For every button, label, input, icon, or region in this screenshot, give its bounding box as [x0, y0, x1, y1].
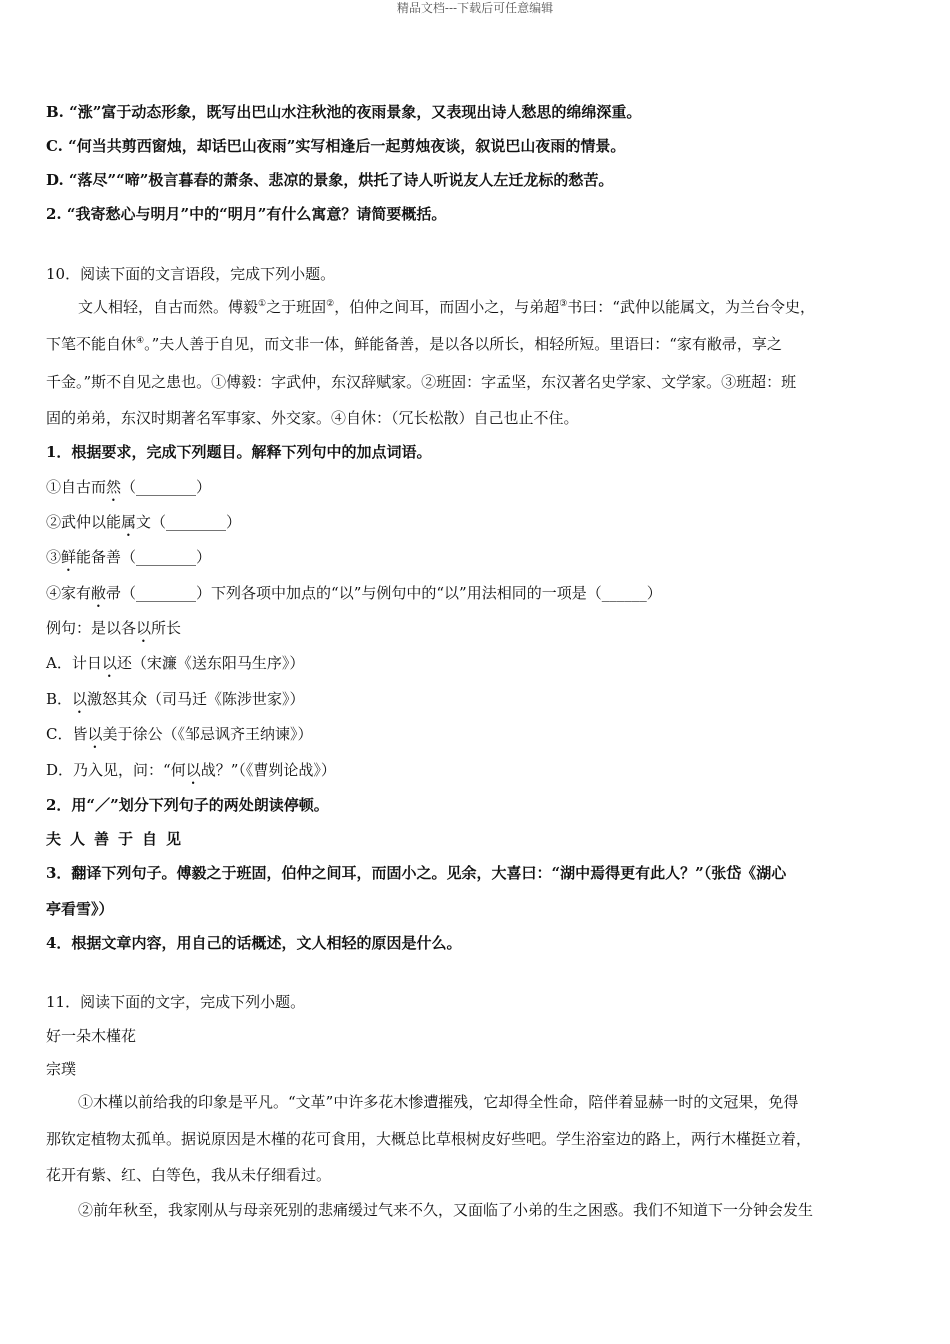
q10-passage-line-4: 固的弟弟，东汉时期著名军事家、外交家。④自休：（冗长松散）自己也止不住。 — [46, 409, 579, 427]
q10-option-c: C．皆以美于徐公（《邹忌讽齐王纳谏》） — [46, 725, 313, 743]
q10-subquestion-2-sentence: 夫人善于自见 — [46, 830, 191, 848]
q10-option-b: B．以激怒其众（司马迁《陈涉世家》） — [46, 690, 305, 708]
q9-option-b: B. “涨”富于动态形象，既写出巴山水注秋池的夜雨景象，又表现出诗人愁思的绵绵深重。 — [46, 103, 642, 121]
q10-example-sentence: 例句：是以各以所长 — [46, 619, 182, 637]
q10-passage-line-2: 下笔不能自休④。”夫人善于自见，而文非一体，鲜能备善，是以各以所长，相轻所短。里语曰：“家有敝帚，享之 — [46, 335, 782, 353]
q11-paragraph-1-line-2: 那钦定植物太孤单。据说原因是木槿的花可食用，大概总比草根树皮好些吧。学生浴室边的路上，两行木槿挺立着， — [46, 1130, 812, 1148]
q10-subquestion-4: 4．根据文章内容，用自己的话概述，文人相轻的原因是什么。 — [46, 934, 462, 952]
q10-word-1: ①自古而然（________） — [46, 478, 212, 496]
q10-title: 10．阅读下面的文言语段，完成下列小题。 — [46, 265, 336, 283]
q9-option-c: C. “何当共剪西窗烛，却话巴山夜雨”实写相逢后一起剪烛夜谈，叙说巴山夜雨的情景。 — [46, 137, 626, 155]
q11-title: 11．阅读下面的文字，完成下列小题。 — [46, 993, 306, 1011]
q10-word-4: ④家有敝帚（________）下列各项中加点的“以”与例句中的“以”用法相同的一项是（______） — [46, 584, 662, 602]
q11-paragraph-1-line-3: 花开有紫、红、白等色，我从未仔细看过。 — [46, 1166, 332, 1184]
q10-subquestion-2: 2．用“／”划分下列句子的两处朗读停顿。 — [46, 796, 329, 814]
q9-subquestion-2: 2. “我寄愁心与明月”中的“明月”有什么寓意？请简要概括。 — [46, 205, 447, 223]
q10-subquestion-3: 3．翻译下列句子。傅毅之于班固，伯仲之间耳，而固小之。见余，大喜曰：“湖中焉得更有此人？”（张岱《湖心 — [46, 864, 787, 882]
q10-subquestion-3-cont: 亭看雪》） — [46, 900, 114, 918]
q10-word-3: ③鲜能备善（________） — [46, 548, 212, 566]
q11-author: 宗璞 — [46, 1060, 77, 1078]
q10-passage-line-1: 文人相轻，自古而然。傅毅①之于班固②，伯仲之间耳，而固小之，与弟超③书曰：“武仲以能属文，为兰台令史， — [78, 298, 815, 316]
q11-paragraph-2-line-1: ②前年秋至，我家刚从与母亲死别的悲痛缓过气来不久，又面临了小弟的生之困惑。我们不知道下一分钟会发生 — [78, 1201, 814, 1219]
q10-word-2: ②武仲以能属文（________） — [46, 513, 242, 531]
q11-paragraph-1-line-1: ①木槿以前给我的印象是平凡。“文革”中许多花木惨遭摧残，它却得全性命，陪伴着显赫一时的文冠果，免得 — [78, 1093, 799, 1111]
q10-passage-line-3: 千金。”斯不自见之患也。①傅毅：字武仲，东汉辞赋家。②班固：字孟坚，东汉著名史学家、文学家。③班超：班 — [46, 373, 797, 391]
q10-option-d: D．乃入见，问：“何以战？”（《曹刿论战》） — [46, 761, 336, 779]
q10-subquestion-1: 1．根据要求，完成下列题目。解释下列句中的加点词语。 — [46, 443, 432, 461]
q9-option-d: D. “落尽”“啼”极言暮春的萧条、悲凉的景象，烘托了诗人听说友人左迁龙标的愁苦。 — [46, 171, 614, 189]
page-header: 精品文档---下载后可任意编辑 — [396, 1, 554, 15]
q11-essay-title: 好一朵木槿花 — [46, 1027, 137, 1045]
q10-option-a: A．计日以还（宋濂《送东阳马生序》） — [46, 654, 305, 672]
